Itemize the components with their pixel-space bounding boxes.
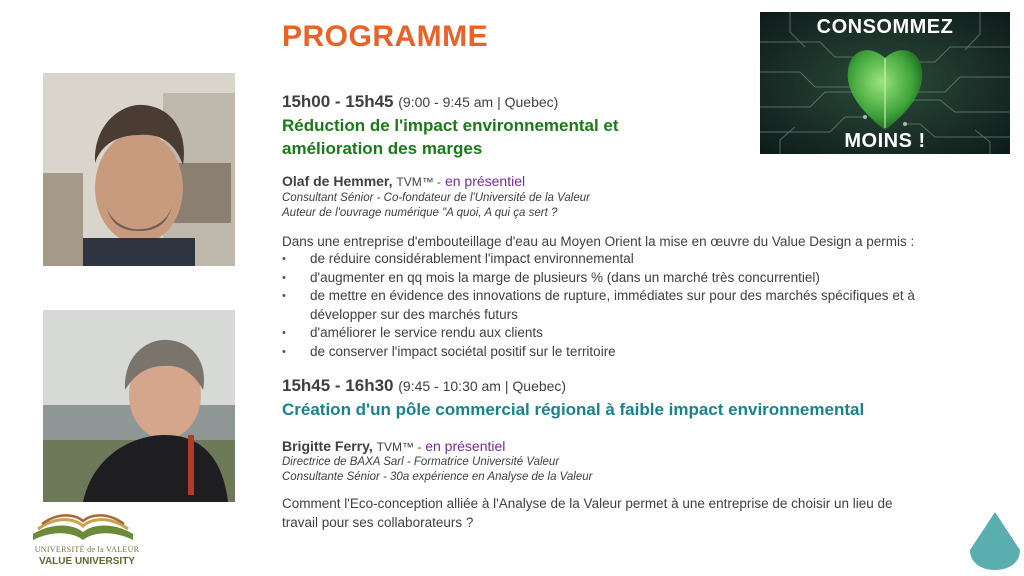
session1-speaker-name: Olaf de Hemmer,: [282, 173, 393, 189]
session1-time-sub: (9:00 - 9:45 am | Quebec): [398, 94, 559, 110]
session1-title: [282, 114, 619, 160]
session2-presence: en présentiel: [425, 438, 506, 454]
logo-value-university-text: VALUE UNIVERSITY: [39, 556, 135, 567]
session1-roles: [282, 191, 590, 221]
session2-title: Création d'un pôle commercial régional à faible impact environnemental: [282, 400, 865, 419]
session2-time-sub: (9:45 - 10:30 am | Quebec): [398, 378, 567, 394]
session2-roles: [282, 455, 592, 485]
session2-time-main: 15h45 - 16h30: [282, 376, 394, 395]
open-book-logo-icon: [28, 504, 138, 544]
session2-speaker-name: Brigitte Ferry,: [282, 438, 373, 454]
session1-bullets: [282, 250, 982, 361]
session2-role2: Consultante Sénior - 30a expérience en Analyse de la Valeur: [282, 471, 593, 483]
session2-text: Comment l'Eco-conception alliée à l'Analyse de la Valeur permet à une entreprise de choisir un lieu de travail pour ses collaborateurs ?: [282, 496, 893, 530]
bullet-item: • de réduire considérablement l'impact environnemental: [282, 250, 982, 269]
session2-tvm: TVM™ -: [376, 440, 422, 454]
session1-title-line1: Réduction de l'impact environnemental et: [282, 116, 619, 135]
speaker-photo-olaf: [43, 73, 235, 266]
session2-speaker: [282, 438, 505, 454]
speaker-photo-brigitte: [43, 310, 235, 502]
session2-role1: Directrice de BAXA Sarl - Formatrice Université Valeur: [282, 456, 560, 468]
banner-bottom-text: MOINS !: [844, 130, 926, 152]
session1-role1: Consultant Sénior - Co-fondateur de l'Université de la Valeur: [282, 192, 590, 204]
session1-presence: en présentiel: [444, 173, 526, 189]
session1-time-main: 15h00 - 15h45: [282, 92, 394, 111]
session1-time: [282, 92, 558, 112]
banner-top-text: CONSOMMEZ: [816, 16, 954, 38]
teal-diamond-icon: [968, 510, 1022, 572]
session2-time: [282, 376, 566, 396]
consommez-moins-banner: [760, 12, 1010, 154]
session1-speaker: [282, 173, 525, 189]
bullet-item: • d'améliorer le service rendu aux clients: [282, 324, 982, 343]
logo-university-text: UNIVERSITÉ de la VALEUR: [34, 545, 140, 554]
bullet-item: • d'augmenter en qq mois la marge de plusieurs % (dans un marché très concurrentiel): [282, 269, 982, 288]
session1-tvm: TVM™ -: [396, 175, 442, 189]
session1-title-line2: amélioration des marges: [282, 139, 483, 158]
page-title: PROGRAMME: [282, 20, 489, 53]
session1-role2: Auteur de l'ouvrage numérique "A quoi, A qui ça sert ?: [282, 207, 558, 219]
bullet-item: • de conserver l'impact sociétal positif sur le territoire: [282, 343, 982, 362]
bullet-item: • de mettre en évidence des innovations de rupture, immédiates sur pour des marchés spécifiques et à développer sur des marchés futurs: [282, 287, 982, 324]
session1-intro: Dans une entreprise d'embouteillage d'eau au Moyen Orient la mise en œuvre du Value Design a permis :: [282, 234, 915, 249]
